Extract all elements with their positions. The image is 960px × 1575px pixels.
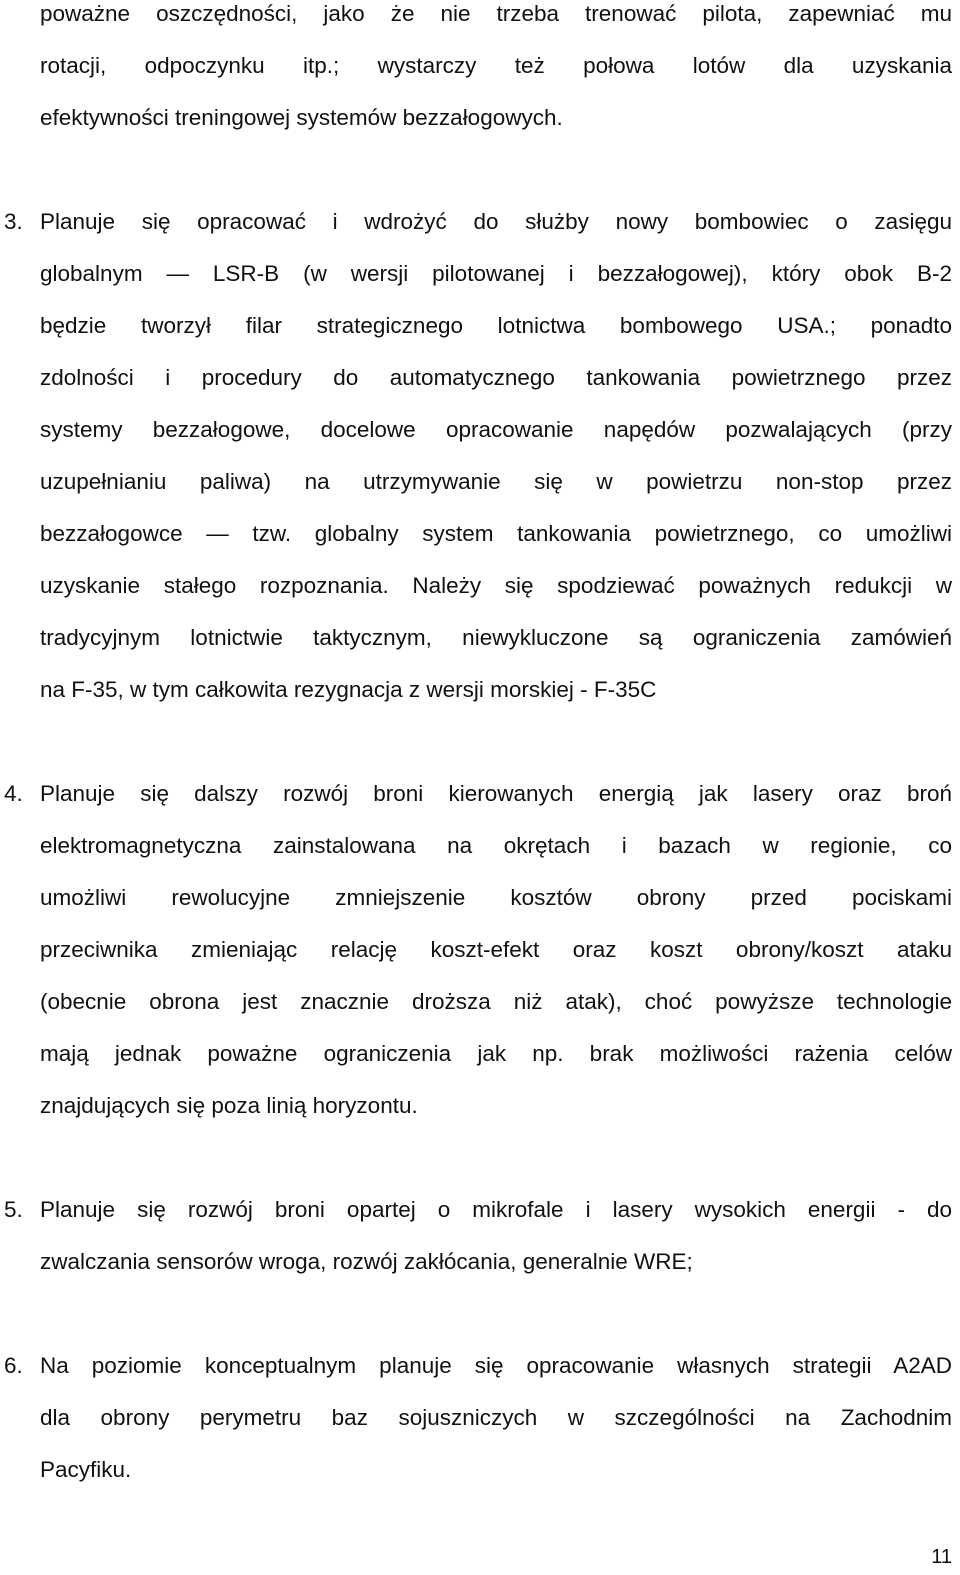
paragraph-line: systemy bezzałogowe, docelowe opracowanie napędów pozwalających (przy [40, 417, 952, 442]
list-item-number: 4. [4, 781, 23, 806]
paragraph-line: rotacji, odpoczynku itp.; wystarczy też połowa lotów dla uzyskania [40, 53, 952, 78]
paragraph-line: na F-35, w tym całkowita rezygnacja z wersji morskiej - F-35C [40, 677, 657, 702]
paragraph-line: bezzałogowce — tzw. globalny system tankowania powietrznego, co umożliwi [40, 521, 952, 546]
paragraph-line: uzupełnianiu paliwa) na utrzymywanie się w powietrzu non-stop przez [40, 469, 952, 494]
page-number: 11 [931, 1546, 952, 1568]
paragraph-line: będzie tworzył filar strategicznego lotnictwa bombowego USA.; ponadto [40, 313, 952, 338]
paragraph-line: umożliwi rewolucyjne zmniejszenie kosztów obrony przed pociskami [40, 885, 952, 910]
paragraph-line: mają jednak poważne ograniczenia jak np. brak możliwości rażenia celów [40, 1041, 952, 1066]
paragraph-line: Planuje się dalszy rozwój broni kierowanych energią jak lasery oraz broń [40, 781, 952, 806]
paragraph-line: efektywności treningowej systemów bezzałogowych. [40, 105, 563, 130]
paragraph-line: globalnym — LSR-B (w wersji pilotowanej i bezzałogowej), który obok B-2 [40, 261, 952, 286]
paragraph-line: elektromagnetyczna zainstalowana na okrętach i bazach w regionie, co [40, 833, 952, 858]
paragraph-line: Na poziomie konceptualnym planuje się opracowanie własnych strategii A2AD [40, 1353, 952, 1378]
paragraph-line: (obecnie obrona jest znacznie droższa niż atak), choć powyższe technologie [40, 989, 952, 1014]
list-item-number: 5. [4, 1197, 23, 1222]
paragraph-line: zwalczania sensorów wroga, rozwój zakłócania, generalnie WRE; [40, 1249, 693, 1274]
paragraph-line: Planuje się rozwój broni opartej o mikrofale i lasery wysokich energii - do [40, 1197, 952, 1222]
paragraph-line: przeciwnika zmieniając relację koszt-efekt oraz koszt obrony/koszt ataku [40, 937, 952, 962]
paragraph-line: zdolności i procedury do automatycznego tankowania powietrznego przez [40, 365, 952, 390]
paragraph-line: dla obrony perymetru baz sojuszniczych w szczególności na Zachodnim [40, 1405, 952, 1430]
paragraph-line: znajdujących się poza linią horyzontu. [40, 1093, 418, 1118]
paragraph-line: tradycyjnym lotnictwie taktycznym, niewykluczone są ograniczenia zamówień [40, 625, 952, 650]
paragraph-line: Pacyfiku. [40, 1457, 132, 1482]
list-item-number: 3. [4, 209, 23, 234]
paragraph-line: poważne oszczędności, jako że nie trzeba trenować pilota, zapewniać mu [40, 1, 952, 26]
paragraph-line: uzyskanie stałego rozpoznania. Należy się spodziewać poważnych redukcji w [40, 573, 952, 598]
list-item-number: 6. [4, 1353, 23, 1378]
paragraph-line: Planuje się opracować i wdrożyć do służby nowy bombowiec o zasięgu [40, 209, 952, 234]
